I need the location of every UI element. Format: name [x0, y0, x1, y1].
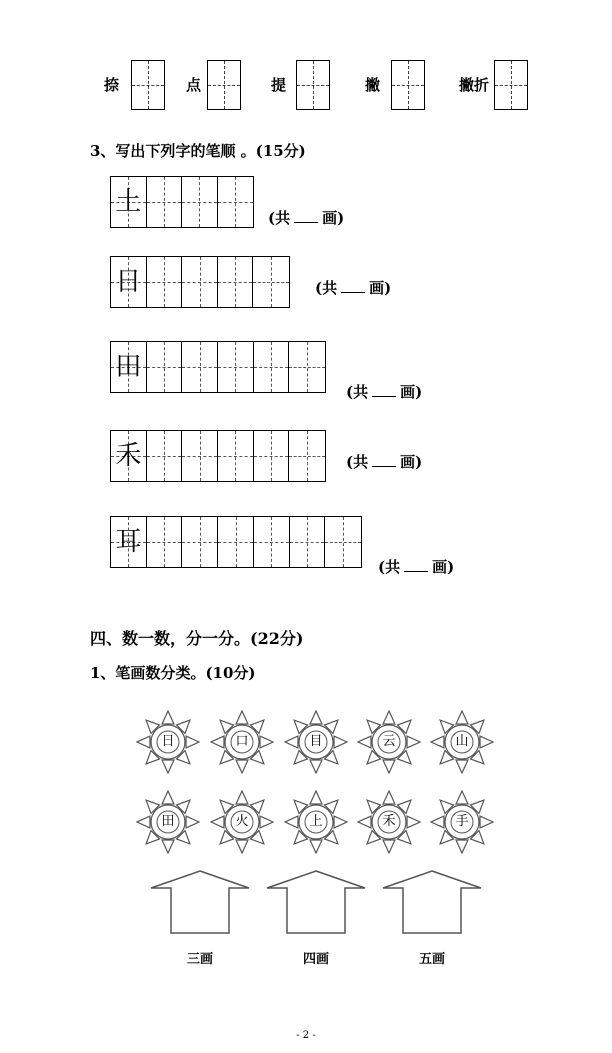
count-blank[interactable]: [372, 452, 396, 467]
sun-char-2-5[interactable]: [430, 790, 494, 854]
stroke-grid-tian: [110, 341, 326, 393]
count-prefix: (共: [268, 209, 291, 227]
grid-cell[interactable]: [147, 257, 183, 307]
stroke-count-ri: [315, 277, 391, 298]
section3-heading: 3、写出下列字的笔顺 。(15分): [90, 142, 306, 160]
grid-cell: [111, 177, 147, 227]
grid-cell: [111, 342, 147, 392]
stroke-box-dian[interactable]: [207, 60, 241, 110]
stroke-grid-ri: [110, 256, 290, 308]
stroke-grid-he: [110, 430, 326, 482]
stroke-count-tian: [346, 381, 422, 402]
grid-cell[interactable]: [254, 517, 290, 567]
count-suffix: 画): [432, 558, 455, 576]
page-number: - 2 -: [296, 1030, 316, 1041]
count-suffix: 画): [400, 453, 423, 471]
sun-char-1-4[interactable]: [357, 710, 421, 774]
stroke-grid-tu: [110, 176, 254, 228]
model-char: 土: [115, 187, 142, 217]
grid-cell[interactable]: [325, 517, 361, 567]
stroke-box-ti[interactable]: [296, 60, 330, 110]
grid-cell: [111, 517, 147, 567]
sun-char-label: 禾: [382, 814, 396, 829]
stroke-count-tu: [268, 207, 344, 228]
stroke-box-na[interactable]: [131, 60, 165, 110]
count-prefix: (共: [346, 383, 369, 401]
grid-cell[interactable]: [218, 517, 254, 567]
sun-char-label: 上: [309, 814, 323, 829]
grid-cell[interactable]: [290, 517, 326, 567]
sun-char-1-2[interactable]: [210, 710, 274, 774]
grid-cell[interactable]: [289, 342, 325, 392]
grid-cell[interactable]: [218, 342, 254, 392]
sun-char-label: 火: [235, 814, 249, 829]
count-suffix: 画): [400, 383, 423, 401]
sun-char-2-1[interactable]: [136, 790, 200, 854]
model-char: 禾: [115, 441, 142, 471]
count-prefix: (共: [378, 558, 401, 576]
sun-char-label: 手: [455, 814, 469, 829]
sun-char-2-3[interactable]: [284, 790, 348, 854]
count-prefix: (共: [346, 453, 369, 471]
sun-char-label: 目: [309, 734, 323, 749]
sun-char-label: 田: [161, 814, 175, 829]
arrow-up-icon[interactable]: [266, 870, 366, 934]
arrow-label-4: 四画: [302, 952, 329, 967]
grid-cell[interactable]: [254, 342, 290, 392]
sun-char-2-2[interactable]: [210, 790, 274, 854]
grid-cell[interactable]: [147, 431, 183, 481]
sun-char-label: 口: [235, 734, 249, 749]
arrow-label-3: 三画: [186, 952, 213, 967]
grid-cell[interactable]: [182, 177, 218, 227]
count-suffix: 画): [322, 209, 345, 227]
section4-subheading: 1、笔画数分类。(10分): [90, 664, 256, 682]
sun-char-1-3[interactable]: [284, 710, 348, 774]
sun-char-label: 山: [455, 734, 469, 749]
model-char: 耳: [115, 527, 142, 557]
stroke-label-piezhe: 撇折: [459, 76, 490, 94]
grid-cell: [111, 431, 147, 481]
stroke-label-ti: 提: [271, 76, 287, 94]
arrow-up-icon[interactable]: [382, 870, 482, 934]
sun-char-label: 日: [161, 734, 175, 749]
stroke-label-pie: 撇: [365, 76, 381, 94]
grid-cell[interactable]: [182, 342, 218, 392]
grid-cell[interactable]: [147, 342, 183, 392]
model-char: 田: [115, 352, 142, 382]
grid-cell[interactable]: [182, 431, 218, 481]
model-char: 日: [115, 267, 142, 297]
section4-heading: 四、数一数，分一分。(22分): [90, 629, 304, 648]
count-blank[interactable]: [341, 278, 365, 293]
grid-cell: [111, 257, 147, 307]
grid-cell[interactable]: [253, 257, 289, 307]
grid-cell[interactable]: [289, 431, 325, 481]
grid-cell[interactable]: [218, 177, 253, 227]
stroke-label-na: 捺: [104, 76, 120, 94]
grid-cell[interactable]: [147, 517, 183, 567]
count-prefix: (共: [315, 279, 338, 297]
sun-char-label: 云: [382, 734, 396, 749]
stroke-count-er: [378, 556, 454, 577]
stroke-label-dian: 点: [186, 76, 202, 94]
arrow-up-icon[interactable]: [150, 870, 250, 934]
arrow-label-5: 五画: [418, 952, 445, 967]
grid-cell[interactable]: [182, 257, 218, 307]
count-blank[interactable]: [404, 557, 428, 572]
sun-char-2-4[interactable]: [357, 790, 421, 854]
grid-cell[interactable]: [182, 517, 218, 567]
count-blank[interactable]: [294, 208, 318, 223]
count-blank[interactable]: [372, 382, 396, 397]
grid-cell[interactable]: [218, 257, 254, 307]
grid-cell[interactable]: [218, 431, 254, 481]
stroke-box-piezhe[interactable]: [494, 60, 528, 110]
count-suffix: 画): [369, 279, 392, 297]
sun-char-1-1[interactable]: [136, 710, 200, 774]
stroke-box-pie[interactable]: [391, 60, 425, 110]
stroke-count-he: [346, 451, 422, 472]
stroke-grid-er: [110, 516, 362, 568]
grid-cell[interactable]: [254, 431, 290, 481]
sun-char-1-5[interactable]: [430, 710, 494, 774]
grid-cell[interactable]: [147, 177, 183, 227]
